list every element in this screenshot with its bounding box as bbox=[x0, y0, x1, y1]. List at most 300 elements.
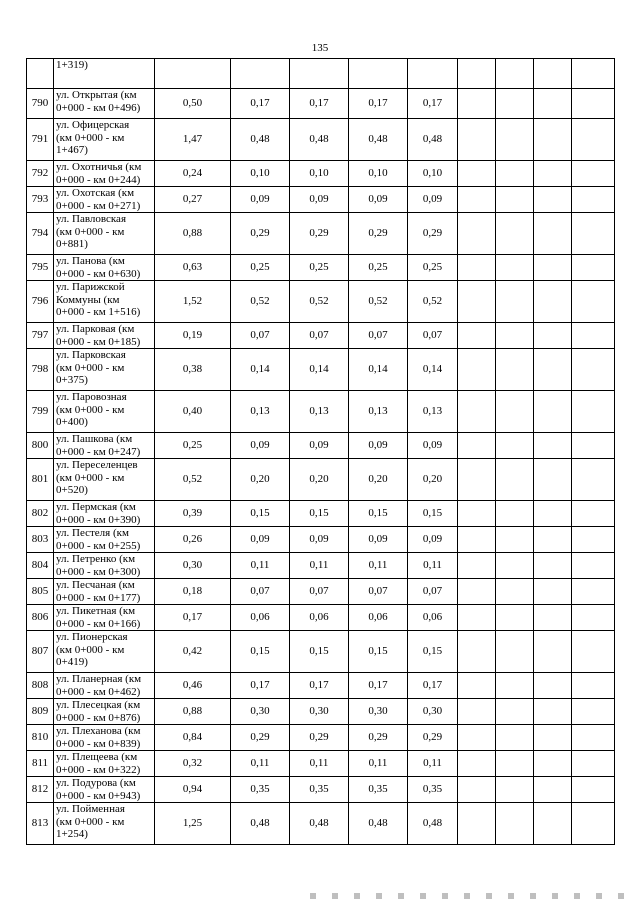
value-cell: 0,13 bbox=[231, 391, 290, 433]
value-cell: 0,15 bbox=[408, 631, 458, 673]
road-name-cell bbox=[54, 699, 155, 725]
road-name-line: 1+467) bbox=[56, 144, 88, 156]
empty-cell bbox=[231, 59, 290, 89]
road-name-line: ул. Охотничья (км bbox=[56, 161, 142, 173]
value-cell: 0,07 bbox=[349, 323, 408, 349]
row-number-cell: 810 bbox=[27, 725, 54, 751]
value-cell: 0,40 bbox=[155, 391, 231, 433]
empty-cell bbox=[496, 459, 534, 501]
empty-cell bbox=[534, 391, 572, 433]
value-cell: 0,29 bbox=[408, 725, 458, 751]
table-row bbox=[27, 631, 615, 673]
empty-cell bbox=[458, 751, 496, 777]
value-cell: 0,10 bbox=[408, 161, 458, 187]
empty-cell bbox=[458, 777, 496, 803]
empty-cell bbox=[534, 119, 572, 161]
value-cell: 0,25 bbox=[231, 255, 290, 281]
road-name-line: (км 0+000 - км bbox=[56, 131, 125, 144]
row-number-cell: 801 bbox=[27, 459, 54, 501]
value-cell: 0,48 bbox=[290, 803, 349, 845]
road-name-cell bbox=[54, 323, 155, 349]
table-row bbox=[27, 323, 615, 349]
road-name-line: ул. Парковая (км bbox=[56, 323, 135, 335]
road-name-line: ул. Панова (км bbox=[56, 255, 125, 267]
value-cell: 0,15 bbox=[408, 501, 458, 527]
table-row bbox=[27, 433, 615, 459]
road-name-line: ул. Офицерская bbox=[56, 119, 130, 131]
empty-cell bbox=[458, 89, 496, 119]
row-number-cell: 794 bbox=[27, 213, 54, 255]
empty-cell bbox=[496, 699, 534, 725]
empty-cell bbox=[458, 725, 496, 751]
road-name-line: Коммуны (км bbox=[56, 293, 120, 306]
value-cell: 0,26 bbox=[155, 527, 231, 553]
empty-cell bbox=[534, 501, 572, 527]
empty-cell bbox=[534, 699, 572, 725]
empty-cell bbox=[534, 527, 572, 553]
empty-cell bbox=[496, 631, 534, 673]
road-name-line: 0+000 - км 0+322) bbox=[56, 763, 141, 776]
road-name-line: ул. Охотская (км bbox=[56, 187, 135, 199]
value-cell: 0,29 bbox=[349, 213, 408, 255]
value-cell: 0,17 bbox=[349, 673, 408, 699]
row-number-cell: 813 bbox=[27, 803, 54, 845]
table-row bbox=[27, 89, 615, 119]
empty-cell bbox=[534, 161, 572, 187]
value-cell: 0,09 bbox=[408, 433, 458, 459]
value-cell: 0,10 bbox=[231, 161, 290, 187]
empty-cell bbox=[458, 323, 496, 349]
value-cell: 0,48 bbox=[408, 119, 458, 161]
empty-cell bbox=[572, 349, 615, 391]
empty-cell bbox=[572, 501, 615, 527]
value-cell: 0,52 bbox=[349, 281, 408, 323]
empty-cell bbox=[572, 255, 615, 281]
row-number-cell: 809 bbox=[27, 699, 54, 725]
value-cell: 0,39 bbox=[155, 501, 231, 527]
value-cell: 0,13 bbox=[290, 391, 349, 433]
row-number-cell: 812 bbox=[27, 777, 54, 803]
empty-cell bbox=[349, 59, 408, 89]
value-cell: 0,07 bbox=[408, 323, 458, 349]
value-cell: 0,29 bbox=[290, 725, 349, 751]
empty-cell bbox=[572, 89, 615, 119]
road-name-line: 0+000 - км 0+390) bbox=[56, 513, 141, 526]
empty-cell bbox=[572, 631, 615, 673]
row-number-cell: 807 bbox=[27, 631, 54, 673]
value-cell: 0,15 bbox=[290, 631, 349, 673]
road-name-line: (км 0+000 - км bbox=[56, 403, 125, 416]
empty-cell bbox=[496, 187, 534, 213]
road-name-cell bbox=[54, 349, 155, 391]
empty-cell bbox=[534, 323, 572, 349]
value-cell: 0,17 bbox=[290, 89, 349, 119]
value-cell: 0,24 bbox=[155, 161, 231, 187]
empty-cell bbox=[496, 501, 534, 527]
value-cell: 0,52 bbox=[290, 281, 349, 323]
empty-cell bbox=[408, 59, 458, 89]
road-name-cell bbox=[54, 433, 155, 459]
value-cell: 0,20 bbox=[231, 459, 290, 501]
value-cell: 0,35 bbox=[290, 777, 349, 803]
road-name-line: (км 0+000 - км bbox=[56, 471, 125, 484]
table-row bbox=[27, 803, 615, 845]
value-cell: 0,14 bbox=[349, 349, 408, 391]
value-cell: 0,48 bbox=[231, 803, 290, 845]
empty-cell bbox=[458, 161, 496, 187]
row-number-cell: 804 bbox=[27, 553, 54, 579]
value-cell: 0,48 bbox=[231, 119, 290, 161]
road-name-line: ул. Парковская bbox=[56, 349, 126, 361]
empty-cell bbox=[496, 605, 534, 631]
table-row bbox=[27, 527, 615, 553]
value-cell: 0,15 bbox=[290, 501, 349, 527]
row-number-cell bbox=[27, 59, 54, 89]
value-cell: 0,11 bbox=[231, 553, 290, 579]
empty-cell bbox=[572, 579, 615, 605]
road-name-line: ул. Открытая (км bbox=[56, 89, 137, 101]
road-name-line: ул. Песчаная (км bbox=[56, 579, 135, 591]
empty-cell bbox=[496, 323, 534, 349]
table-row bbox=[27, 119, 615, 161]
empty-cell bbox=[458, 699, 496, 725]
road-name-line: ул. Пестеля (км bbox=[56, 527, 129, 539]
table-row bbox=[27, 725, 615, 751]
table-row bbox=[27, 59, 615, 89]
value-cell: 0,14 bbox=[408, 349, 458, 391]
value-cell: 0,06 bbox=[349, 605, 408, 631]
value-cell: 0,06 bbox=[290, 605, 349, 631]
road-name-line: ул. Переселенцев bbox=[56, 459, 138, 471]
value-cell: 0,35 bbox=[231, 777, 290, 803]
empty-cell bbox=[534, 631, 572, 673]
value-cell: 0,42 bbox=[155, 631, 231, 673]
road-name-line: ул. Плесецкая (км bbox=[56, 699, 141, 711]
value-cell: 0,09 bbox=[349, 187, 408, 213]
value-cell: 0,13 bbox=[349, 391, 408, 433]
table-row bbox=[27, 391, 615, 433]
value-cell: 0,11 bbox=[349, 553, 408, 579]
value-cell: 0,17 bbox=[408, 673, 458, 699]
road-name-cell bbox=[54, 391, 155, 433]
empty-cell bbox=[572, 777, 615, 803]
empty-cell bbox=[572, 323, 615, 349]
road-name-line: ул. Пермская (км bbox=[56, 501, 136, 513]
row-number-cell: 799 bbox=[27, 391, 54, 433]
value-cell: 0,15 bbox=[231, 501, 290, 527]
empty-cell bbox=[458, 459, 496, 501]
empty-cell bbox=[496, 803, 534, 845]
road-name-line: (км 0+000 - км bbox=[56, 643, 125, 656]
empty-cell bbox=[534, 281, 572, 323]
road-name-line: ул. Пашкова (км bbox=[56, 433, 133, 445]
value-cell: 0,52 bbox=[408, 281, 458, 323]
empty-cell bbox=[496, 255, 534, 281]
empty-cell bbox=[458, 673, 496, 699]
road-name-line: ул. Павловская bbox=[56, 213, 127, 225]
table-row bbox=[27, 699, 615, 725]
empty-cell bbox=[496, 725, 534, 751]
value-cell: 0,09 bbox=[290, 187, 349, 213]
row-number-cell: 790 bbox=[27, 89, 54, 119]
road-name-line: ул. Плещеева (км bbox=[56, 751, 138, 763]
road-name-cell bbox=[54, 579, 155, 605]
empty-cell bbox=[534, 605, 572, 631]
value-cell: 0,17 bbox=[349, 89, 408, 119]
table-row bbox=[27, 673, 615, 699]
value-cell: 0,63 bbox=[155, 255, 231, 281]
empty-cell bbox=[534, 751, 572, 777]
road-name-cell bbox=[54, 803, 155, 845]
value-cell: 0,19 bbox=[155, 323, 231, 349]
empty-cell bbox=[572, 751, 615, 777]
page-number: 135 bbox=[311, 42, 329, 54]
table-row bbox=[27, 459, 615, 501]
empty-cell bbox=[458, 255, 496, 281]
value-cell: 0,29 bbox=[349, 725, 408, 751]
row-number-cell: 791 bbox=[27, 119, 54, 161]
road-name-cell bbox=[54, 281, 155, 323]
value-cell: 0,15 bbox=[231, 631, 290, 673]
value-cell: 0,35 bbox=[349, 777, 408, 803]
empty-cell bbox=[572, 459, 615, 501]
empty-cell bbox=[534, 803, 572, 845]
value-cell: 0,09 bbox=[349, 527, 408, 553]
value-cell: 0,07 bbox=[290, 579, 349, 605]
road-name-line: 0+419) bbox=[56, 656, 88, 668]
value-cell: 0,48 bbox=[290, 119, 349, 161]
road-name-line: 0+000 - км 0+943) bbox=[56, 789, 141, 802]
empty-cell bbox=[534, 187, 572, 213]
value-cell: 0,17 bbox=[231, 673, 290, 699]
table-row bbox=[27, 281, 615, 323]
empty-cell bbox=[155, 59, 231, 89]
empty-cell bbox=[496, 89, 534, 119]
empty-cell bbox=[458, 433, 496, 459]
value-cell: 0,07 bbox=[408, 579, 458, 605]
table-row bbox=[27, 501, 615, 527]
empty-cell bbox=[496, 119, 534, 161]
empty-cell bbox=[458, 187, 496, 213]
road-name-cell bbox=[54, 89, 155, 119]
empty-cell bbox=[458, 391, 496, 433]
road-name-line: 0+000 - км 0+177) bbox=[56, 591, 141, 604]
scan-artifact bbox=[310, 893, 640, 899]
road-name-cell bbox=[54, 777, 155, 803]
empty-cell bbox=[458, 213, 496, 255]
empty-cell bbox=[572, 161, 615, 187]
road-name-line: 0+000 - км 0+166) bbox=[56, 617, 141, 630]
empty-cell bbox=[572, 725, 615, 751]
road-name-cell bbox=[54, 527, 155, 553]
road-name-cell bbox=[54, 673, 155, 699]
road-name-line: ул. Пикетная (км bbox=[56, 605, 136, 617]
empty-cell bbox=[458, 119, 496, 161]
road-name-cell bbox=[54, 605, 155, 631]
road-name-line: 0+000 - км 0+255) bbox=[56, 539, 141, 552]
road-name-cell bbox=[54, 501, 155, 527]
value-cell: 0,48 bbox=[349, 803, 408, 845]
empty-cell bbox=[458, 579, 496, 605]
value-cell: 0,20 bbox=[290, 459, 349, 501]
value-cell: 0,25 bbox=[408, 255, 458, 281]
empty-cell bbox=[496, 527, 534, 553]
value-cell: 0,10 bbox=[349, 161, 408, 187]
value-cell: 0,25 bbox=[290, 255, 349, 281]
table-row bbox=[27, 751, 615, 777]
value-cell: 0,09 bbox=[408, 527, 458, 553]
empty-cell bbox=[458, 527, 496, 553]
value-cell: 0,94 bbox=[155, 777, 231, 803]
value-cell: 0,06 bbox=[231, 605, 290, 631]
empty-cell bbox=[534, 433, 572, 459]
value-cell: 0,11 bbox=[290, 751, 349, 777]
road-name-line: ул. Парижской bbox=[56, 281, 125, 293]
road-name-line: 0+400) bbox=[56, 416, 88, 428]
value-cell: 0,48 bbox=[349, 119, 408, 161]
value-cell: 0,11 bbox=[408, 751, 458, 777]
value-cell: 0,11 bbox=[408, 553, 458, 579]
value-cell: 0,27 bbox=[155, 187, 231, 213]
road-name-line: ул. Планерная (км bbox=[56, 673, 142, 685]
road-name-line: 0+000 - км 0+630) bbox=[56, 267, 141, 280]
row-number-cell: 802 bbox=[27, 501, 54, 527]
empty-cell bbox=[458, 631, 496, 673]
value-cell: 0,29 bbox=[231, 213, 290, 255]
value-cell: 0,15 bbox=[349, 631, 408, 673]
empty-cell bbox=[534, 673, 572, 699]
empty-cell bbox=[496, 59, 534, 89]
table-row bbox=[27, 579, 615, 605]
value-cell: 0,13 bbox=[408, 391, 458, 433]
value-cell: 1,25 bbox=[155, 803, 231, 845]
road-name-line: (км 0+000 - км bbox=[56, 815, 125, 828]
road-name-cell bbox=[54, 631, 155, 673]
value-cell: 0,15 bbox=[349, 501, 408, 527]
table-row bbox=[27, 255, 615, 281]
row-number-cell: 797 bbox=[27, 323, 54, 349]
row-number-cell: 805 bbox=[27, 579, 54, 605]
value-cell: 0,30 bbox=[349, 699, 408, 725]
table-row bbox=[27, 777, 615, 803]
value-cell: 0,07 bbox=[290, 323, 349, 349]
empty-cell bbox=[496, 349, 534, 391]
empty-cell bbox=[496, 553, 534, 579]
value-cell: 0,52 bbox=[231, 281, 290, 323]
road-name-line: ул. Петренко (км bbox=[56, 553, 136, 565]
value-cell: 0,09 bbox=[231, 527, 290, 553]
road-name-line: 0+000 - км 0+185) bbox=[56, 335, 141, 348]
value-cell: 0,88 bbox=[155, 699, 231, 725]
empty-cell bbox=[534, 459, 572, 501]
table-row bbox=[27, 161, 615, 187]
row-number-cell: 803 bbox=[27, 527, 54, 553]
road-name-line: 0+000 - км 0+300) bbox=[56, 565, 141, 578]
empty-cell bbox=[534, 89, 572, 119]
row-number-cell: 806 bbox=[27, 605, 54, 631]
table-row bbox=[27, 187, 615, 213]
road-name-line: 0+000 - км 0+247) bbox=[56, 445, 141, 458]
road-name-line: 0+375) bbox=[56, 374, 88, 386]
value-cell: 1,47 bbox=[155, 119, 231, 161]
empty-cell bbox=[534, 349, 572, 391]
road-name-cell bbox=[54, 255, 155, 281]
road-name-cell bbox=[54, 161, 155, 187]
road-name-line: ул. Плеханова (км bbox=[56, 725, 141, 737]
value-cell: 0,17 bbox=[231, 89, 290, 119]
value-cell: 0,11 bbox=[290, 553, 349, 579]
road-name-line: ул. Пионерская bbox=[56, 631, 128, 643]
road-name-line: (км 0+000 - км bbox=[56, 361, 125, 374]
empty-cell bbox=[534, 777, 572, 803]
value-cell: 0,48 bbox=[408, 803, 458, 845]
empty-cell bbox=[458, 349, 496, 391]
empty-cell bbox=[572, 605, 615, 631]
value-cell: 0,14 bbox=[231, 349, 290, 391]
empty-cell bbox=[534, 59, 572, 89]
empty-cell bbox=[496, 433, 534, 459]
value-cell: 0,29 bbox=[231, 725, 290, 751]
empty-cell bbox=[572, 59, 615, 89]
value-cell: 0,18 bbox=[155, 579, 231, 605]
value-cell: 0,46 bbox=[155, 673, 231, 699]
row-number-cell: 793 bbox=[27, 187, 54, 213]
value-cell: 0,09 bbox=[231, 187, 290, 213]
empty-cell bbox=[458, 59, 496, 89]
table-row bbox=[27, 553, 615, 579]
value-cell: 0,09 bbox=[290, 527, 349, 553]
value-cell: 0,29 bbox=[290, 213, 349, 255]
empty-cell bbox=[572, 699, 615, 725]
road-name-cell bbox=[54, 119, 155, 161]
row-number-cell: 808 bbox=[27, 673, 54, 699]
value-cell: 0,30 bbox=[155, 553, 231, 579]
road-name-line: 0+520) bbox=[56, 484, 88, 496]
value-cell: 1,52 bbox=[155, 281, 231, 323]
empty-cell bbox=[572, 391, 615, 433]
value-cell: 0,84 bbox=[155, 725, 231, 751]
road-name-line: 0+000 - км 0+244) bbox=[56, 173, 141, 186]
value-cell: 0,17 bbox=[155, 605, 231, 631]
value-cell: 0,30 bbox=[408, 699, 458, 725]
empty-cell bbox=[572, 803, 615, 845]
table-row bbox=[27, 349, 615, 391]
road-name-line: ул. Подурова (км bbox=[56, 777, 136, 789]
value-cell: 0,14 bbox=[290, 349, 349, 391]
value-cell: 0,06 bbox=[408, 605, 458, 631]
road-name-cell bbox=[54, 553, 155, 579]
empty-cell bbox=[534, 579, 572, 605]
empty-cell bbox=[572, 527, 615, 553]
empty-cell bbox=[534, 725, 572, 751]
value-cell: 0,09 bbox=[408, 187, 458, 213]
road-name-line: 0+881) bbox=[56, 238, 88, 250]
road-name-cell bbox=[54, 187, 155, 213]
value-cell: 0,30 bbox=[231, 699, 290, 725]
road-name-line: ул. Пойменная bbox=[56, 803, 125, 815]
row-number-cell: 800 bbox=[27, 433, 54, 459]
value-cell: 0,25 bbox=[155, 433, 231, 459]
empty-cell bbox=[458, 803, 496, 845]
empty-cell bbox=[458, 281, 496, 323]
empty-cell bbox=[290, 59, 349, 89]
empty-cell bbox=[496, 579, 534, 605]
road-name-line: 0+000 - км 0+496) bbox=[56, 101, 141, 114]
value-cell: 0,11 bbox=[349, 751, 408, 777]
value-cell: 0,35 bbox=[408, 777, 458, 803]
empty-cell bbox=[572, 673, 615, 699]
empty-cell bbox=[572, 213, 615, 255]
